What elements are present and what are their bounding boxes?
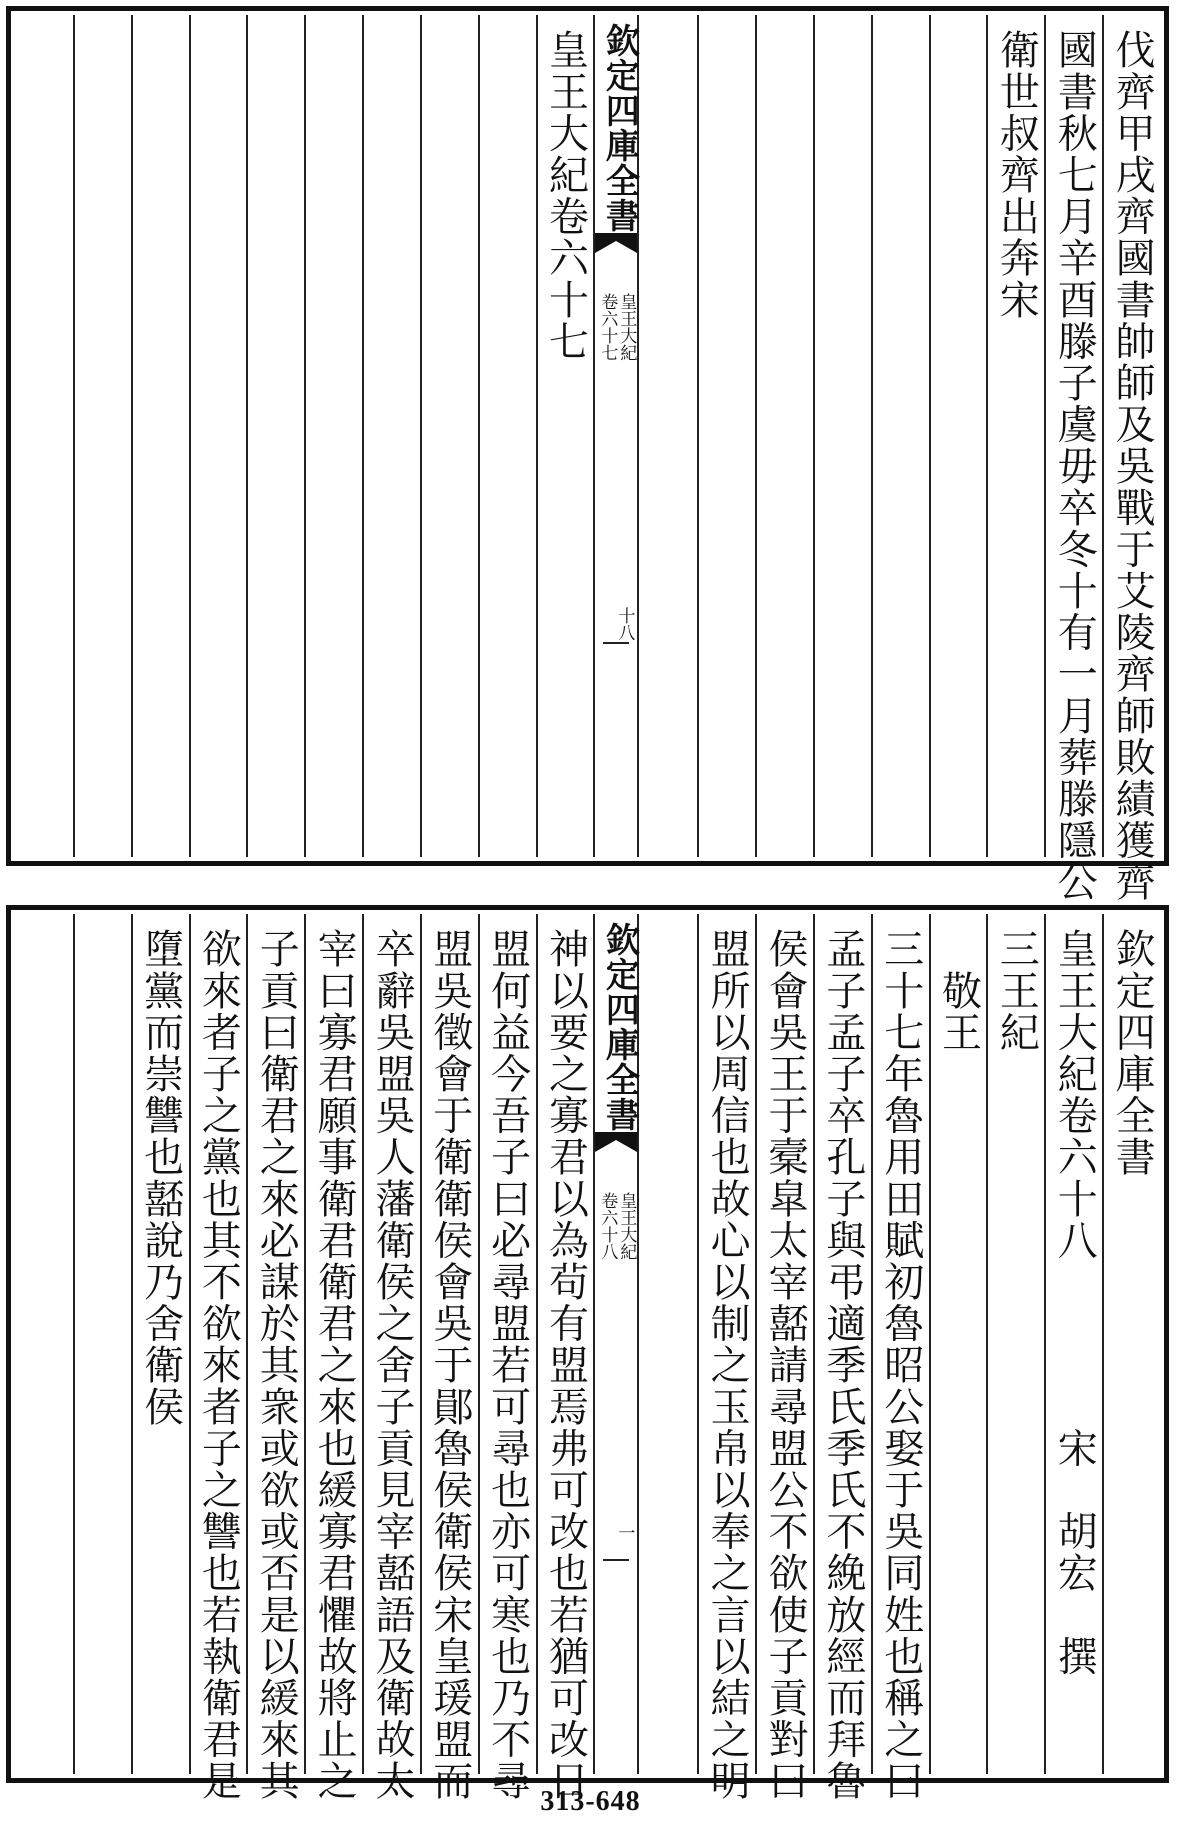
text-column	[478, 914, 536, 1802]
text-column	[1044, 914, 1102, 1774]
spine-title: 欽定四庫全書	[599, 23, 640, 233]
text-column	[755, 914, 813, 1802]
text-column	[304, 15, 362, 857]
spine-subtitle-line: 卷六十七	[597, 293, 618, 361]
text-column	[246, 914, 304, 1802]
column-text: 欽定四庫全書	[1109, 928, 1156, 1178]
column-text: 盟吳徵會于衛衛侯會吳于鄖魯侯衛侯宋皇瑗盟而	[426, 928, 473, 1802]
text-column	[73, 15, 131, 857]
text-column	[73, 914, 131, 1774]
spine-column	[593, 15, 639, 857]
column-text: 三王紀	[993, 928, 1040, 1053]
spine-subtitle-line: 皇王大紀	[616, 293, 637, 361]
fishtail-mark-icon	[595, 1132, 637, 1166]
column-text: 衛世叔齊出奔宋	[993, 29, 1040, 321]
spine-title: 欽定四庫全書	[599, 922, 640, 1132]
text-column	[813, 15, 871, 857]
text-column	[420, 914, 478, 1802]
text-column	[929, 15, 987, 857]
column-text: 欲來者子之黨也其不欲來者子之讐也若執衛君是	[195, 928, 242, 1802]
text-column	[813, 914, 871, 1802]
fishtail-mark-icon	[595, 233, 637, 267]
text-column	[131, 15, 189, 857]
column-text: 皇王大紀卷六十七	[542, 29, 589, 362]
column-text: 國書秋七月辛酉滕子虞毋卒冬十有一月葬滕隱公	[1051, 29, 1098, 903]
column-text: 三十七年魯用田賦初魯昭公娶于吳同姓也稱之曰	[877, 928, 924, 1802]
spine-subtitle-line: 卷六十八	[597, 1192, 618, 1260]
column-text: 宰曰寡君願事衛君衛君之來也緩寡君懼故將止之	[311, 928, 358, 1802]
column-text: 皇王大紀卷六十八 宋 胡宏 撰	[1051, 928, 1098, 1677]
column-text: 神以要之寡君以為茍有盟焉弗可改也若猶可改日	[542, 928, 589, 1802]
text-column	[15, 914, 73, 1774]
column-text: 子貢曰衛君之來必謀於其衆或欲或否是以緩來其	[253, 928, 300, 1802]
text-column	[1044, 15, 1102, 903]
text-column	[478, 15, 536, 857]
column-text: 伐齊甲戌齊國書帥師及吳戰于艾陵齊師敗績獲齊	[1109, 29, 1156, 903]
text-column	[420, 15, 478, 857]
text-column	[536, 914, 594, 1802]
page-number: 313-648	[540, 1786, 641, 1817]
text-column	[246, 15, 304, 857]
text-column	[15, 15, 73, 857]
spine-subtitle	[595, 1192, 637, 1260]
spine-subtitle	[595, 293, 637, 361]
text-column	[189, 914, 247, 1802]
column-text: 卒辭吳盟吳人藩衛侯之舍子貢見宰嚭語及衛故太	[368, 928, 415, 1802]
column-text: 盟何益今吾子曰必尋盟若可尋也亦可寒也乃不尋	[484, 928, 531, 1802]
spine-page-number: 一	[614, 1524, 635, 1541]
column-text: 墮黨而崇讐也嚭說乃舍衛侯	[137, 928, 184, 1428]
text-column	[697, 15, 755, 857]
text-column	[871, 914, 929, 1802]
text-column	[755, 15, 813, 857]
text-column	[536, 15, 594, 857]
spine-rule	[603, 1559, 629, 1561]
spine-column	[593, 914, 639, 1774]
text-column	[304, 914, 362, 1802]
text-column	[1102, 15, 1160, 903]
spine-page-number: 十八	[614, 607, 635, 641]
column-text: 侯會吳王于槖皐太宰嚭請尋盟公不欲使子貢對曰	[762, 928, 808, 1802]
text-column	[871, 15, 929, 857]
text-column	[131, 914, 189, 1774]
text-column	[697, 914, 755, 1802]
top-page-columns	[15, 15, 1160, 903]
column-text: 盟所以周信也故心以制之玉帛以奉之言以結之明	[704, 928, 751, 1802]
text-column	[929, 914, 987, 1774]
spine-rule	[603, 642, 629, 644]
text-column	[986, 15, 1044, 857]
text-column	[639, 914, 697, 1774]
text-column	[189, 15, 247, 857]
text-column	[362, 15, 420, 857]
text-column	[362, 914, 420, 1802]
column-text: 敬王	[935, 928, 982, 1053]
column-text: 孟子孟子卒孔子與弔適季氏季氏不絻放經而拜魯	[819, 928, 866, 1802]
top-page-panel	[6, 6, 1169, 903]
spine-subtitle-line: 皇王大紀	[616, 1192, 637, 1260]
text-column	[639, 15, 697, 857]
text-column	[986, 914, 1044, 1774]
text-column	[1102, 914, 1160, 1774]
